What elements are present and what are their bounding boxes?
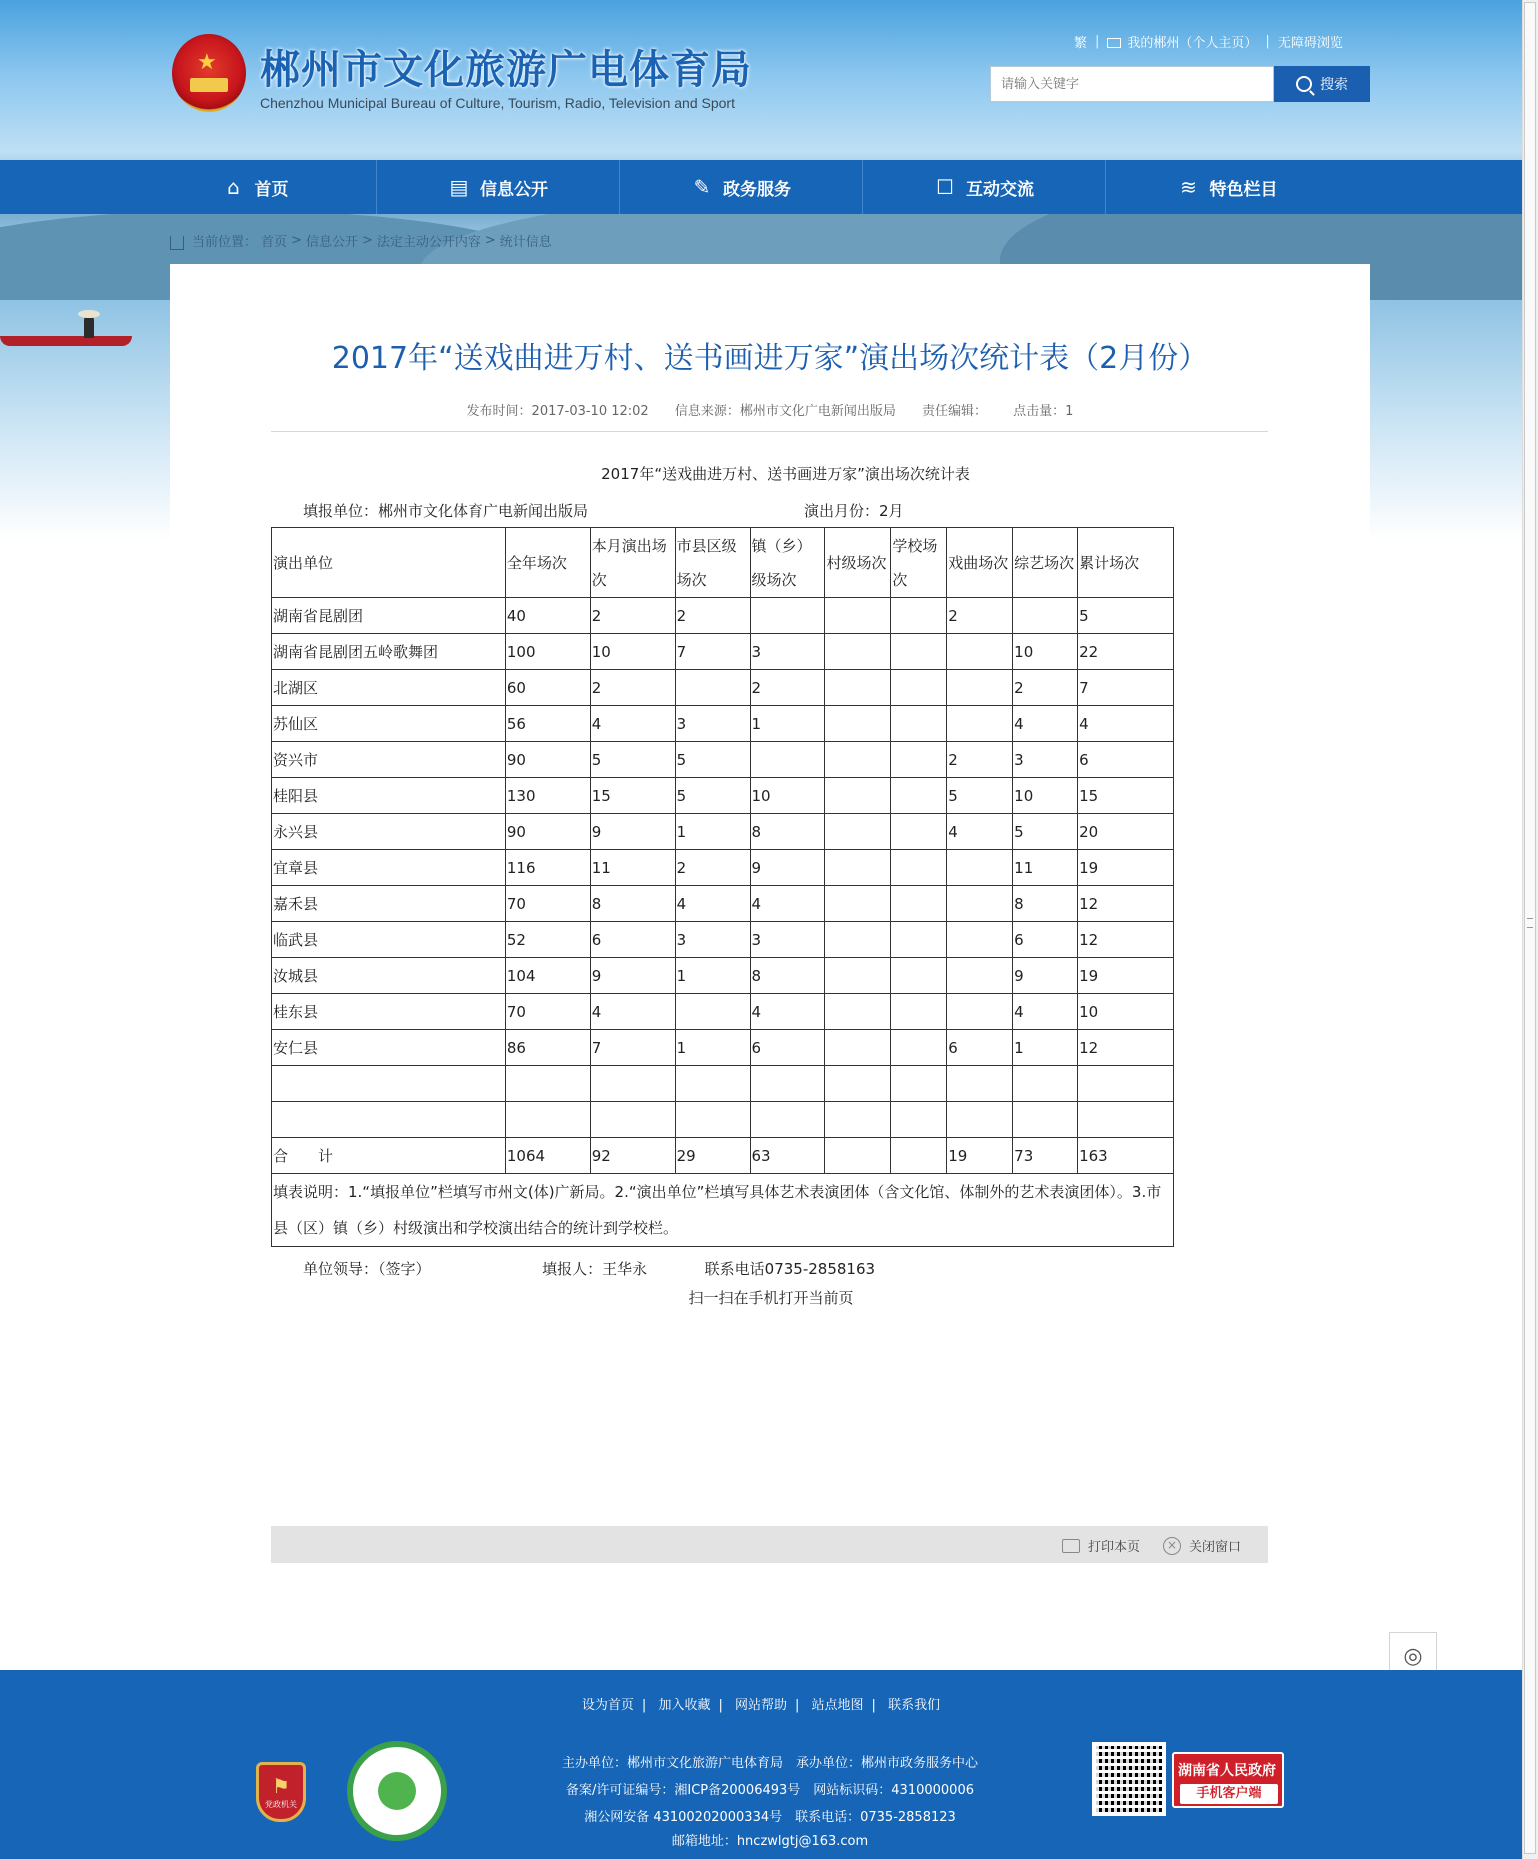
boat-illustration [0, 336, 132, 346]
table-cell: 5 [1078, 598, 1174, 634]
table-cell: 100 [505, 634, 590, 670]
table-cell: 2 [947, 598, 1013, 634]
table-cell [825, 1138, 891, 1174]
table-note: 填表说明：1.“填报单位”栏填写市州文(体)广新局。2.“演出单位”栏填写具体艺术表演团体（含文化馆、体制外的艺术表演团体）。3.市县（区）镇（乡）村级演出和学校演出结合的统计到学校栏。 [272, 1174, 1174, 1247]
table-header-cell: 镇（乡）级场次 [750, 528, 825, 598]
table-cell: 宜章县 [272, 850, 506, 886]
table-cell: 10 [590, 634, 675, 670]
table-cell: 3 [750, 922, 825, 958]
table-header-cell: 演出单位 [272, 528, 506, 598]
table-header-cell: 学校场次 [891, 528, 947, 598]
table-cell: 4 [947, 814, 1013, 850]
table-cell: 12 [1078, 1030, 1174, 1066]
nav-item-info-disclosure[interactable] [377, 160, 620, 214]
table-cell: 19 [1078, 958, 1174, 994]
table-cell [1013, 1066, 1078, 1102]
table-header-cell: 市县区级场次 [675, 528, 750, 598]
top-links [1074, 32, 1343, 51]
table-row [272, 1066, 1174, 1102]
reporter: 填报人：王华永 [542, 1260, 648, 1278]
main-nav [0, 160, 1522, 214]
table-cell: 8 [750, 958, 825, 994]
nav-item-label: 信息公开 [480, 179, 548, 200]
footer-link-sitemap[interactable]: 站点地图 [811, 1698, 864, 1713]
table-cell [750, 598, 825, 634]
table-cell [891, 598, 947, 634]
table-cell [825, 742, 891, 778]
search-input[interactable] [990, 66, 1274, 102]
table-cell: 1 [1013, 1030, 1078, 1066]
nav-item-interaction[interactable] [863, 160, 1106, 214]
table-cell: 9 [590, 814, 675, 850]
table-cell: 29 [675, 1138, 750, 1174]
breadcrumb-separator: > [291, 233, 302, 248]
nav-item-label: 互动交流 [966, 179, 1034, 200]
breadcrumb-separator: > [361, 233, 373, 248]
table-cell [825, 1066, 891, 1102]
table-cell: 19 [1078, 850, 1174, 886]
table-cell: 4 [1013, 994, 1078, 1030]
table-row [272, 958, 1174, 994]
table-cell: 2 [947, 742, 1013, 778]
table-cell [825, 778, 891, 814]
nav-item-label: 政务服务 [723, 179, 791, 200]
table-cell: 2 [590, 670, 675, 706]
table-cell: 3 [1013, 742, 1078, 778]
table-cell [891, 922, 947, 958]
table-cell: 桂阳县 [272, 778, 506, 814]
table-header-cell: 综艺场次 [1013, 528, 1078, 598]
table-row [272, 814, 1174, 850]
table-cell: 安仁县 [272, 1030, 506, 1066]
table-header-cell: 本月演出场次 [590, 528, 675, 598]
article-meta [170, 400, 1370, 419]
weibo-icon: ◎ [1403, 1643, 1423, 1669]
table-row [272, 778, 1174, 814]
table-cell: 2 [1013, 670, 1078, 706]
table-cell: 3 [675, 706, 750, 742]
table-cell: 4 [590, 706, 675, 742]
table-cell: 40 [505, 598, 590, 634]
breadcrumb-item-home[interactable]: 首页 [261, 235, 288, 250]
accessibility-link[interactable]: 无障碍浏览 [1277, 36, 1343, 51]
emblem-gate-icon [190, 78, 228, 92]
table-cell: 11 [1013, 850, 1078, 886]
divider: | [1095, 34, 1100, 49]
table-cell: 90 [505, 742, 590, 778]
table-cell [947, 958, 1013, 994]
contact-phone: 联系电话0735-2858163 [704, 1260, 876, 1278]
publish-time: 发布时间：2017-03-10 12:02 [466, 404, 649, 419]
table-cell: 湖南省昆剧团 [272, 598, 506, 634]
table-cell: 永兴县 [272, 814, 506, 850]
nav-item-label: 首页 [254, 179, 289, 200]
table-cell [891, 1102, 947, 1138]
table-cell: 10 [1078, 994, 1174, 1030]
table-cell: 6 [590, 922, 675, 958]
document-title: 2017年“送戏曲进万村、送书画进万家”演出场次统计表 [601, 465, 970, 483]
app-badge-subtitle: 手机客户端 [1180, 1784, 1278, 1804]
nav-item-gov-services[interactable] [620, 160, 863, 214]
footer-email: 邮箱地址：hnczwlgtj@163.com [671, 1834, 869, 1849]
table-cell: 4 [675, 886, 750, 922]
table-cell: 5 [675, 742, 750, 778]
table-cell: 9 [590, 958, 675, 994]
table-cell [1013, 598, 1078, 634]
table-cell: 15 [590, 778, 675, 814]
breadcrumb-prefix: 当前位置： [192, 235, 258, 250]
hit-count: 点击量：1 [1013, 404, 1074, 419]
breadcrumb [170, 231, 556, 250]
table-cell [590, 1102, 675, 1138]
table-row [272, 1138, 1174, 1174]
table-cell: 22 [1078, 634, 1174, 670]
breadcrumb-item-statutory[interactable]: 法定主动公开内容 [376, 235, 481, 250]
article-title: 2017年“送戏曲进万村、送书画进万家”演出场次统计表（2月份） [331, 341, 1209, 376]
table-cell: 4 [750, 886, 825, 922]
table-row [272, 850, 1174, 886]
table-cell [590, 1066, 675, 1102]
table-cell: 10 [1013, 634, 1078, 670]
table-cell [947, 886, 1013, 922]
table-cell: 7 [590, 1030, 675, 1066]
table-cell [750, 1066, 825, 1102]
table-cell [675, 1102, 750, 1138]
editor: 责任编辑： [922, 404, 988, 419]
table-cell [947, 634, 1013, 670]
leader-signature: 单位领导：（签字） [303, 1260, 431, 1278]
table-cell [825, 958, 891, 994]
table-cell [891, 778, 947, 814]
table-cell [891, 814, 947, 850]
footer-icp[interactable]: 备案/许可证编号：湘ICP备20006493号 网站标识码：4310000006 [565, 1783, 974, 1798]
table-cell: 20 [1078, 814, 1174, 850]
close-window-button[interactable] [1163, 1536, 1241, 1555]
footer-link-contact[interactable]: 联系我们 [888, 1698, 941, 1713]
document-icon: ▤ [449, 175, 469, 199]
table-cell: 1 [675, 1030, 750, 1066]
table-cell: 资兴市 [272, 742, 506, 778]
breadcrumb-item-info[interactable]: 信息公开 [305, 235, 358, 250]
table-cell [891, 1138, 947, 1174]
table-cell [825, 1030, 891, 1066]
printer-icon [1062, 1539, 1080, 1553]
search-button-label: 搜索 [1320, 77, 1348, 93]
chat-icon: ☐ [936, 175, 954, 199]
scrollbar-grip-icon [1527, 918, 1533, 928]
info-source: 信息来源：郴州市文化广电新闻出版局 [674, 404, 896, 419]
table-cell [891, 994, 947, 1030]
table-row [272, 886, 1174, 922]
table-cell [947, 850, 1013, 886]
table-cell [891, 670, 947, 706]
table-cell [825, 598, 891, 634]
table-cell: 1 [750, 706, 825, 742]
table-cell [825, 814, 891, 850]
print-button[interactable] [1062, 1536, 1140, 1555]
print-label: 打印本页 [1088, 1540, 1141, 1555]
site-title[interactable]: 郴州市文化旅游广电体育局 [260, 47, 752, 93]
table-cell: 5 [1013, 814, 1078, 850]
table-cell: 6 [750, 1030, 825, 1066]
nav-item-label: 特色栏目 [1209, 179, 1278, 200]
table-cell: 63 [750, 1138, 825, 1174]
table-cell [675, 994, 750, 1030]
table-cell: 12 [1078, 886, 1174, 922]
nav-item-home[interactable] [135, 160, 377, 214]
table-cell [825, 1102, 891, 1138]
table-cell [891, 1066, 947, 1102]
table-cell: 15 [1078, 778, 1174, 814]
table-cell: 2 [675, 598, 750, 634]
search-icon [1296, 76, 1312, 92]
table-cell [272, 1066, 506, 1102]
table-row [272, 1030, 1174, 1066]
table-cell: 52 [505, 922, 590, 958]
divider [271, 431, 1268, 432]
table-cell [675, 670, 750, 706]
table-cell: 2 [590, 598, 675, 634]
table-cell: 19 [947, 1138, 1013, 1174]
table-cell: 合 计 [272, 1138, 506, 1174]
table-cell [675, 1066, 750, 1102]
table-cell: 8 [750, 814, 825, 850]
table-cell: 临武县 [272, 922, 506, 958]
table-cell: 9 [750, 850, 825, 886]
table-cell [891, 1030, 947, 1066]
table-cell [891, 958, 947, 994]
table-cell: 6 [1013, 922, 1078, 958]
table-cell: 嘉禾县 [272, 886, 506, 922]
table-cell: 1 [675, 958, 750, 994]
table-row [272, 1102, 1174, 1138]
table-cell [1078, 1102, 1174, 1138]
scan-qr-text: 扫一扫在手机打开当前页 [688, 1289, 854, 1307]
footer-host: 主办单位：郴州市文化旅游广电体育局 承办单位：郴州市政务服务中心 [561, 1756, 978, 1771]
party-gov-badge-icon[interactable]: ⚑ 党政机关 [256, 1762, 306, 1822]
leaf-icon [378, 1772, 416, 1810]
footer-police[interactable]: 湘公网安备 43100202000334号 联系电话：0735-2858123 [584, 1810, 956, 1825]
table-cell: 2 [675, 850, 750, 886]
table-cell [891, 850, 947, 886]
signature-line [303, 1258, 875, 1279]
table-cell [1078, 1066, 1174, 1102]
layers-icon: ≋ [1180, 175, 1197, 199]
scrollbar-thumb[interactable] [1524, 2, 1536, 1854]
table-cell [825, 634, 891, 670]
umbrella-illustration [78, 310, 100, 318]
boatman-illustration [84, 316, 94, 338]
table-cell: 130 [505, 778, 590, 814]
search-button[interactable] [1274, 66, 1370, 102]
table-cell: 5 [590, 742, 675, 778]
table-cell: 8 [1013, 886, 1078, 922]
table-cell: 92 [590, 1138, 675, 1174]
civilized-website-badge-icon[interactable] [347, 1741, 447, 1841]
nav-item-featured[interactable] [1106, 160, 1349, 214]
table-cell [947, 670, 1013, 706]
table-cell: 7 [1078, 670, 1174, 706]
table-cell: 70 [505, 886, 590, 922]
table-cell [825, 994, 891, 1030]
table-cell: 汝城县 [272, 958, 506, 994]
table-cell: 1064 [505, 1138, 590, 1174]
table-cell: 56 [505, 706, 590, 742]
table-cell: 6 [947, 1030, 1013, 1066]
table-cell [825, 922, 891, 958]
table-row [272, 922, 1174, 958]
table-cell: 4 [590, 994, 675, 1030]
table-cell [750, 742, 825, 778]
footer-link-help[interactable]: 网站帮助 [734, 1698, 787, 1713]
table-cell: 73 [1013, 1138, 1078, 1174]
table-cell [825, 886, 891, 922]
breadcrumb-separator: > [484, 233, 496, 248]
table-row [272, 994, 1174, 1030]
table-cell [1013, 1102, 1078, 1138]
table-cell [947, 994, 1013, 1030]
table-header-cell: 戏曲场次 [947, 528, 1013, 598]
table-cell: 70 [505, 994, 590, 1030]
table-cell [947, 922, 1013, 958]
table-row [272, 706, 1174, 742]
table-cell: 9 [1013, 958, 1078, 994]
table-cell: 8 [590, 886, 675, 922]
table-cell: 163 [1078, 1138, 1174, 1174]
table-cell: 2 [750, 670, 825, 706]
table-cell [825, 850, 891, 886]
home-icon: ⌂ [227, 175, 240, 199]
party-gov-badge-label: 党政机关 [265, 1799, 297, 1809]
table-cell: 北湖区 [272, 670, 506, 706]
table-cell: 湖南省昆剧团五岭歌舞团 [272, 634, 506, 670]
statistics-table [271, 527, 1174, 1247]
table-header-cell: 累计场次 [1078, 528, 1174, 598]
table-cell [891, 706, 947, 742]
table-cell: 5 [675, 778, 750, 814]
table-cell: 86 [505, 1030, 590, 1066]
close-label: 关闭窗口 [1189, 1540, 1242, 1555]
table-cell: 116 [505, 850, 590, 886]
table-cell [505, 1066, 590, 1102]
table-cell: 90 [505, 814, 590, 850]
edit-icon: ✎ [693, 175, 711, 199]
table-cell: 10 [750, 778, 825, 814]
table-row [272, 742, 1174, 778]
table-cell [891, 886, 947, 922]
footer-links: 设为首页 | 加入收藏 | 网站帮助 | 站点地图 | 联系我们 [581, 1698, 941, 1713]
emblem-star-icon: ★ [197, 50, 217, 75]
monitor-icon [1107, 38, 1121, 48]
table-cell: 12 [1078, 922, 1174, 958]
table-header-row [272, 528, 1174, 598]
breadcrumb-item-statistics[interactable]: 统计信息 [499, 235, 552, 250]
fill-unit: 填报单位：郴州市文化体育广电新闻出版局 [303, 502, 589, 520]
fill-month: 演出月份：2月 [804, 502, 904, 520]
table-header-cell: 全年场次 [505, 528, 590, 598]
table-row [272, 634, 1174, 670]
table-cell: 4 [1078, 706, 1174, 742]
table-cell: 4 [750, 994, 825, 1030]
site-subtitle: Chenzhou Municipal Bureau of Culture, Tourism, Radio, Television and Sport [260, 95, 735, 111]
divider: | [1265, 34, 1270, 49]
table-row [272, 598, 1174, 634]
table-cell: 3 [675, 922, 750, 958]
qr-code-icon [1092, 1742, 1166, 1816]
table-cell: 1 [675, 814, 750, 850]
table-note-row [272, 1174, 1174, 1247]
table-cell [825, 706, 891, 742]
table-cell [947, 1102, 1013, 1138]
hunan-gov-app-badge[interactable] [1172, 1752, 1284, 1808]
table-cell: 104 [505, 958, 590, 994]
table-cell: 7 [675, 634, 750, 670]
table-cell: 桂东县 [272, 994, 506, 1030]
table-cell: 4 [1013, 706, 1078, 742]
home-icon [170, 236, 184, 250]
table-cell: 10 [1013, 778, 1078, 814]
table-cell [947, 1066, 1013, 1102]
footer-link-set-home[interactable]: 设为首页 [581, 1698, 634, 1713]
table-cell: 3 [750, 634, 825, 670]
table-cell: 6 [1078, 742, 1174, 778]
table-cell: 苏仙区 [272, 706, 506, 742]
app-badge-title: 湖南省人民政府 [1178, 1763, 1276, 1779]
table-cell [891, 634, 947, 670]
table-row [272, 670, 1174, 706]
table-cell [891, 742, 947, 778]
table-cell [505, 1102, 590, 1138]
table-cell: 60 [505, 670, 590, 706]
my-chenzhou-link[interactable]: 我的郴州（个人主页） [1127, 36, 1258, 51]
table-cell [825, 670, 891, 706]
footer-link-bookmark[interactable]: 加入收藏 [658, 1698, 711, 1713]
table-cell [272, 1102, 506, 1138]
table-cell [750, 1102, 825, 1138]
table-header-cell: 村级场次 [825, 528, 891, 598]
traditional-chinese-link[interactable]: 繁 [1074, 36, 1088, 51]
table-cell [947, 706, 1013, 742]
close-icon: × [1163, 1537, 1181, 1555]
table-cell: 11 [590, 850, 675, 886]
table-cell: 5 [947, 778, 1013, 814]
